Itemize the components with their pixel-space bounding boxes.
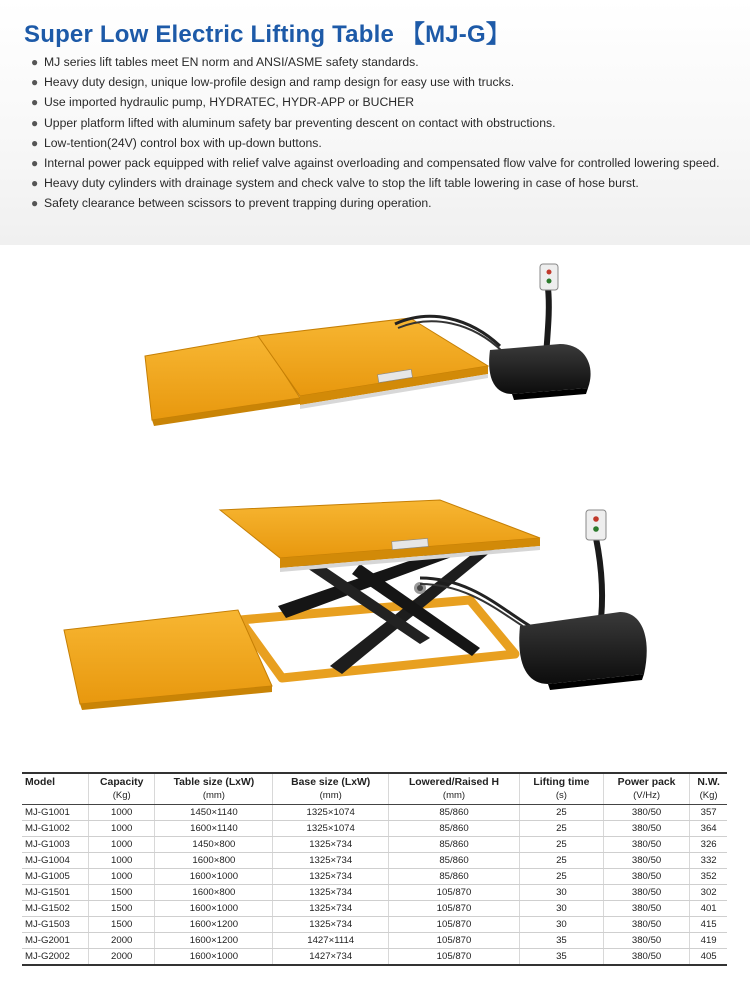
- feature-item: [30, 72, 740, 92]
- page-title: Super Low Electric Lifting Table 【MJ-G】: [24, 21, 511, 48]
- bullet-icon: ●: [31, 75, 39, 90]
- lift-table-raised-photo: [0, 478, 750, 766]
- column-header-unit: (Kg): [699, 790, 718, 801]
- table-cell: 25: [519, 869, 603, 885]
- column-header-label: Base size (LxW): [291, 777, 371, 788]
- column-header: [88, 773, 155, 805]
- feature-text: Upper platform lifted with aluminum safety bar preventing descent on contact with obstructions.: [44, 115, 556, 130]
- table-row: [22, 805, 727, 821]
- table-cell: 332: [690, 853, 727, 869]
- table-cell: 105/870: [389, 933, 520, 949]
- table-cell: 419: [690, 933, 727, 949]
- table-cell: 85/860: [389, 837, 520, 853]
- table-row: [22, 821, 727, 837]
- table-body: [22, 805, 727, 966]
- column-header: [519, 773, 603, 805]
- table-cell: 1325×734: [273, 869, 389, 885]
- power-unit: [519, 612, 647, 684]
- column-header-unit: (V/Hz): [633, 790, 661, 801]
- table-cell: MJ-G1002: [22, 821, 88, 837]
- bullet-icon: ●: [31, 176, 39, 191]
- table-cell: 1325×1074: [273, 805, 389, 821]
- table-cell: 1325×1074: [273, 821, 389, 837]
- column-header-unit: (s): [555, 790, 567, 801]
- table-cell: 380/50: [603, 837, 689, 853]
- column-header-unit: (mm): [442, 790, 466, 801]
- platform-top: [258, 318, 488, 396]
- column-header: [273, 773, 389, 805]
- table-cell: 1600×1140: [155, 821, 273, 837]
- column-header-label: N.W.: [697, 777, 720, 788]
- column-header: [155, 773, 273, 805]
- table-cell: 380/50: [603, 933, 689, 949]
- power-unit: [489, 344, 590, 394]
- feature-item: [30, 92, 740, 112]
- feature-text: Use imported hydraulic pump, HYDRATEC, HYDR-APP or BUCHER: [44, 95, 415, 110]
- table-row: [22, 853, 727, 869]
- table-cell: MJ-G2002: [22, 949, 88, 966]
- feature-text: Heavy duty cylinders with drainage system and check valve to stop the lift table lowering in case of hose burst.: [44, 176, 639, 191]
- table-cell: 1325×734: [273, 917, 389, 933]
- table-cell: 1000: [88, 805, 155, 821]
- feature-text: Heavy duty design, unique low-profile design and ramp design for easy use with trucks.: [44, 75, 515, 90]
- table-cell: 2000: [88, 933, 155, 949]
- column-header: [603, 773, 689, 805]
- table-cell: 35: [519, 933, 603, 949]
- table-cell: 1000: [88, 853, 155, 869]
- table-cell: 380/50: [603, 853, 689, 869]
- table-cell: 380/50: [603, 901, 689, 917]
- table-cell: 1600×1200: [155, 933, 273, 949]
- feature-item: [30, 173, 740, 193]
- feature-list: [30, 52, 740, 214]
- table-cell: 380/50: [603, 949, 689, 966]
- table-cell: 326: [690, 837, 727, 853]
- feature-item: [30, 113, 740, 133]
- control-box: [540, 264, 558, 290]
- table-cell: 1325×734: [273, 885, 389, 901]
- bullet-icon: ●: [31, 135, 39, 150]
- table-row: [22, 869, 727, 885]
- table-cell: MJ-G1004: [22, 853, 88, 869]
- bullet-icon: ●: [31, 115, 39, 130]
- feature-text: Safety clearance between scissors to prevent trapping during operation.: [44, 196, 432, 211]
- table-row: [22, 949, 727, 966]
- feature-item: [30, 153, 740, 173]
- table-cell: 1000: [88, 869, 155, 885]
- table-cell: 1000: [88, 821, 155, 837]
- table-cell: 1325×734: [273, 853, 389, 869]
- column-header: [389, 773, 520, 805]
- table-row: [22, 837, 727, 853]
- table-header-row: [22, 773, 727, 805]
- table-cell: 1500: [88, 917, 155, 933]
- bullet-icon: ●: [31, 156, 39, 171]
- table-cell: 302: [690, 885, 727, 901]
- table-cell: 1427×1114: [273, 933, 389, 949]
- bullet-icon: ●: [31, 55, 39, 69]
- column-header-label: Lowered/Raised H: [408, 777, 500, 788]
- table-cell: 85/860: [389, 853, 520, 869]
- control-cable: [596, 538, 602, 628]
- bullet-icon: ●: [31, 196, 39, 211]
- table-cell: 401: [690, 901, 727, 917]
- table-cell: 1500: [88, 901, 155, 917]
- column-header-label: Capacity: [100, 777, 144, 788]
- column-header-unit: (mm): [202, 790, 225, 801]
- table-cell: 1600×1000: [155, 901, 273, 917]
- table-cell: 35: [519, 949, 603, 966]
- table-cell: 380/50: [603, 805, 689, 821]
- table-cell: MJ-G1003: [22, 837, 88, 853]
- table-cell: 364: [690, 821, 727, 837]
- table-cell: 30: [519, 901, 603, 917]
- column-header-label: Table size (LxW): [173, 777, 255, 788]
- table-cell: 1600×800: [155, 885, 273, 901]
- table-cell: 105/870: [389, 949, 520, 966]
- table-cell: 30: [519, 917, 603, 933]
- feature-text: MJ series lift tables meet EN norm and ANSI/ASME safety standards.: [44, 55, 419, 69]
- table-cell: 1450×800: [155, 837, 273, 853]
- table-cell: MJ-G1005: [22, 869, 88, 885]
- table-cell: MJ-G1001: [22, 805, 88, 821]
- table-cell: MJ-G1503: [22, 917, 88, 933]
- table-cell: 25: [519, 837, 603, 853]
- feature-item: [30, 52, 740, 72]
- table-cell: 30: [519, 885, 603, 901]
- spec-table: [22, 772, 727, 966]
- table-cell: 1500: [88, 885, 155, 901]
- table-row: [22, 885, 727, 901]
- column-header-label: Lifting time: [533, 777, 590, 788]
- table-cell: 357: [690, 805, 727, 821]
- column-header: [22, 773, 88, 805]
- table-cell: MJ-G2001: [22, 933, 88, 949]
- table-cell: 25: [519, 853, 603, 869]
- table-cell: 105/870: [389, 885, 520, 901]
- table-cell: 1600×800: [155, 853, 273, 869]
- table-cell: 85/860: [389, 821, 520, 837]
- control-box: [586, 510, 606, 540]
- table-cell: 85/860: [389, 869, 520, 885]
- column-header-label: Model: [25, 777, 56, 788]
- feature-text: Internal power pack equipped with relief valve against overloading and compensated flow valve for controlled lowering speed.: [44, 156, 720, 171]
- bullet-icon: ●: [31, 95, 39, 110]
- table-row: [22, 933, 727, 949]
- table-cell: 1427×734: [273, 949, 389, 966]
- table-cell: 1600×1200: [155, 917, 273, 933]
- table-cell: 25: [519, 821, 603, 837]
- table-cell: 380/50: [603, 917, 689, 933]
- table-cell: 380/50: [603, 885, 689, 901]
- feature-text: Low-tention(24V) control box with up-down buttons.: [44, 135, 322, 150]
- table-cell: 2000: [88, 949, 155, 966]
- table-row: [22, 917, 727, 933]
- table-cell: 352: [690, 869, 727, 885]
- table-cell: 415: [690, 917, 727, 933]
- table-cell: 105/870: [389, 917, 520, 933]
- column-header: [690, 773, 727, 805]
- table-cell: 380/50: [603, 821, 689, 837]
- table-cell: 405: [690, 949, 727, 966]
- column-header-label: Power pack: [617, 777, 676, 788]
- feature-item: [30, 133, 740, 153]
- table-cell: 1000: [88, 837, 155, 853]
- column-header-unit: (mm): [319, 790, 342, 801]
- table-cell: 1325×734: [273, 837, 389, 853]
- table-cell: 1450×1140: [155, 805, 273, 821]
- column-header-unit: (Kg): [112, 790, 131, 801]
- table-cell: 1600×1000: [155, 869, 273, 885]
- table-cell: 380/50: [603, 869, 689, 885]
- table-row: [22, 901, 727, 917]
- lift-table-lowered-photo: [0, 248, 750, 478]
- table-cell: 85/860: [389, 805, 520, 821]
- table-cell: 105/870: [389, 901, 520, 917]
- table-cell: 1325×734: [273, 901, 389, 917]
- table-cell: MJ-G1501: [22, 885, 88, 901]
- table-cell: MJ-G1502: [22, 901, 88, 917]
- table-cell: 1600×1000: [155, 949, 273, 966]
- feature-item: [30, 193, 740, 213]
- table-cell: 25: [519, 805, 603, 821]
